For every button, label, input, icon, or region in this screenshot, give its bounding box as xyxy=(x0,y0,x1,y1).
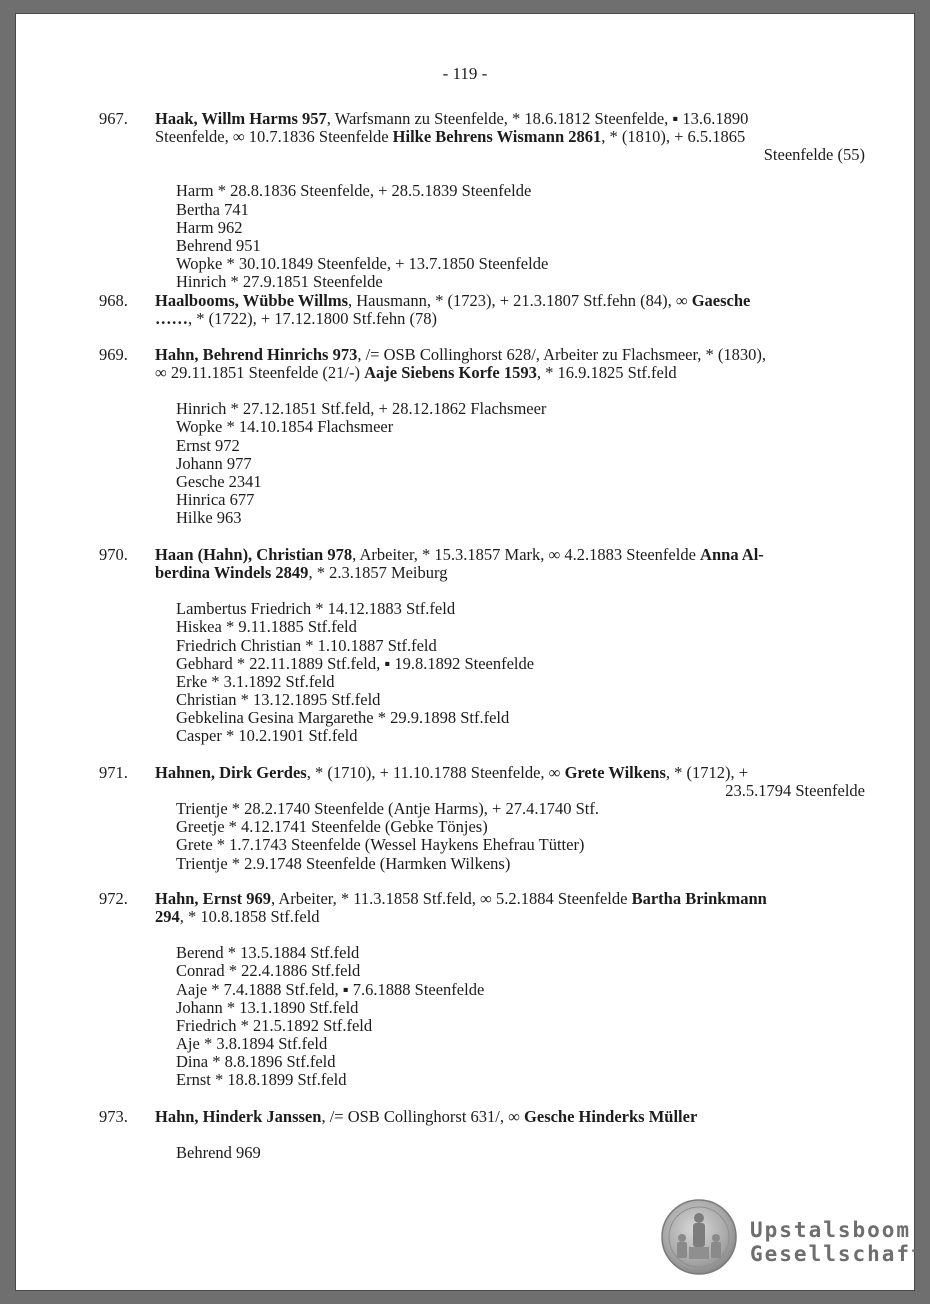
entry-text: , /= OSB Collinghorst 631/, ∞ xyxy=(321,1107,525,1126)
person-name: berdina Windels 2849 xyxy=(155,563,309,583)
entry-heading-line xyxy=(155,890,865,908)
child-entry: Bertha 741 xyxy=(176,199,249,219)
child-entry: Trientje * 28.2.1740 Steenfelde (Antje Harms), + 27.4.1740 Stf. xyxy=(176,799,599,819)
child-entry: Aaje * 7.4.1888 Stf.feld, ▪ 7.6.1888 Steenfelde xyxy=(176,979,485,999)
child-entry: Johann 977 xyxy=(176,453,252,473)
child-entry: Christian * 13.12.1895 Stf.feld xyxy=(176,689,381,709)
entry-text: , /= OSB Collinghorst 628/, Arbeiter zu Flachsmeer, * (1830), xyxy=(357,345,767,364)
person-name: Grete Wilkens xyxy=(564,763,666,782)
child-entry: Gebhard * 22.11.1889 Stf.feld, ▪ 19.8.1892 Steenfelde xyxy=(176,653,535,673)
person-name: Hahn, Behrend Hinrichs 973 xyxy=(155,345,358,364)
child-entry: Friedrich Christian * 1.10.1887 Stf.feld xyxy=(176,635,437,655)
entry-text: , Arbeiter, * 11.3.1858 Stf.feld, ∞ 5.2.1884 Steenfelde xyxy=(270,889,632,908)
child-entry: Hinrich * 27.12.1851 Stf.feld, + 28.12.1862 Flachsmeer xyxy=(176,399,547,419)
person-name: Hahn, Hinderk Janssen xyxy=(155,1107,322,1126)
entry-heading-line xyxy=(155,782,865,800)
child-entry: Gesche 2341 xyxy=(176,471,262,491)
child-entry: Gebkelina Gesina Margarethe * 29.9.1898 Stf.feld xyxy=(176,707,510,727)
entry-number: 971. xyxy=(99,763,128,782)
entry-number: 968. xyxy=(99,291,128,310)
person-name: Hahnen, Dirk Gerdes xyxy=(155,763,307,782)
child-entry: Hilke 963 xyxy=(176,507,242,527)
entry-text: , * 10.8.1858 Stf.feld xyxy=(179,907,320,927)
child-entry: Lambertus Friedrich * 14.12.1883 Stf.feld xyxy=(176,599,456,619)
person-name: Bartha Brinkmann xyxy=(631,889,767,908)
child-entry: Berend * 13.5.1884 Stf.feld xyxy=(176,943,360,963)
seal-icon xyxy=(660,1198,738,1276)
person-name: …… xyxy=(155,309,188,329)
child-entry: Friedrich * 21.5.1892 Stf.feld xyxy=(176,1015,373,1035)
person-name: Gesche Hinderks Müller xyxy=(524,1107,698,1126)
person-name: 294 xyxy=(155,907,180,927)
document-page xyxy=(16,14,914,1290)
person-name: Anna Al- xyxy=(700,545,764,564)
entry-text: , * (1712), + xyxy=(665,763,749,782)
page-number: - 119 - xyxy=(442,64,488,83)
entry-text: , Warfsmann zu Steenfelde, * 18.6.1812 Steenfelde, ▪ 13.6.1890 xyxy=(326,109,749,128)
child-entry: Wopke * 14.10.1854 Flachsmeer xyxy=(176,417,394,437)
entry-number: 973. xyxy=(99,1107,128,1126)
society-name-line2: Gesellschaft xyxy=(750,1242,926,1266)
entry-text: , * (1810), + 6.5.1865 xyxy=(601,127,746,147)
entry-number: 972. xyxy=(99,889,128,908)
entry-heading-line xyxy=(155,128,865,146)
child-entry: Hiskea * 9.11.1885 Stf.feld xyxy=(176,617,357,637)
person-name: Aaje Siebens Korfe 1593 xyxy=(364,363,537,383)
entry-text: , Hausmann, * (1723), + 21.3.1807 Stf.fehn (84), ∞ xyxy=(348,291,692,310)
entry-number: 967. xyxy=(99,109,128,128)
entry-text: , * (1722), + 17.12.1800 Stf.fehn (78) xyxy=(188,309,437,329)
child-entry: Johann * 13.1.1890 Stf.feld xyxy=(176,997,359,1017)
child-entry: Trientje * 2.9.1748 Steenfelde (Harmken Wilkens) xyxy=(176,853,511,873)
entry-heading-line xyxy=(155,364,865,382)
entry-number: 969. xyxy=(99,345,128,364)
entry-heading-line xyxy=(155,146,865,164)
entry-heading-line xyxy=(155,346,865,364)
child-entry: Conrad * 22.4.1886 Stf.feld xyxy=(176,961,361,981)
person-name: Haan (Hahn), Christian 978 xyxy=(155,545,353,564)
entry-heading-line xyxy=(155,310,865,328)
entry-text: , Arbeiter, * 15.3.1857 Mark, ∞ 4.2.1883 Steenfelde xyxy=(352,545,701,564)
society-name-line1: Upstalsboom xyxy=(750,1218,912,1242)
entry-heading-line xyxy=(155,1108,865,1126)
person-name: Gaesche xyxy=(691,291,751,310)
entry-text: Steenfelde (55) xyxy=(763,145,865,165)
society-logo xyxy=(660,1198,926,1278)
child-entry: Ernst 972 xyxy=(176,435,240,455)
child-entry: Hinrica 677 xyxy=(176,489,255,509)
child-entry: Behrend 951 xyxy=(176,235,261,255)
person-name: Haalbooms, Wübbe Willms xyxy=(155,291,349,310)
child-entry: Wopke * 30.10.1849 Steenfelde, + 13.7.1850 Steenfelde xyxy=(176,253,549,273)
person-name: Haak, Willm Harms 957 xyxy=(155,109,327,128)
child-entry: Erke * 3.1.1892 Stf.feld xyxy=(176,671,335,691)
entry-heading-line xyxy=(155,110,865,128)
child-entry: Behrend 969 xyxy=(176,1143,261,1163)
child-entry: Harm 962 xyxy=(176,217,243,237)
child-entry: Harm * 28.8.1836 Steenfelde, + 28.5.1839 Steenfelde xyxy=(176,181,532,201)
person-name: Hilke Behrens Wismann 2861 xyxy=(392,127,602,147)
entry-heading-line xyxy=(155,564,865,582)
entry-heading-line xyxy=(155,908,865,926)
child-entry: Dina * 8.8.1896 Stf.feld xyxy=(176,1051,336,1071)
entry-text: Steenfelde, ∞ 10.7.1836 Steenfelde xyxy=(155,127,393,147)
child-entry: Hinrich * 27.9.1851 Steenfelde xyxy=(176,271,383,291)
entry-heading-line xyxy=(155,292,865,310)
child-entry: Aje * 3.8.1894 Stf.feld xyxy=(176,1033,328,1053)
entry-heading-line xyxy=(155,546,865,564)
entry-text: ∞ 29.11.1851 Steenfelde (21/-) xyxy=(155,363,365,383)
child-entry: Greetje * 4.12.1741 Steenfelde (Gebke Tönjes) xyxy=(176,817,488,837)
entry-text: , * 16.9.1825 Stf.feld xyxy=(536,363,677,383)
child-entry: Grete * 1.7.1743 Steenfelde (Wessel Haykens Ehefrau Tütter) xyxy=(176,835,585,855)
entry-text: , * 2.3.1857 Meiburg xyxy=(308,563,448,583)
person-name: Hahn, Ernst 969 xyxy=(155,889,271,908)
child-entry: Casper * 10.2.1901 Stf.feld xyxy=(176,726,358,745)
child-entry: Ernst * 18.8.1899 Stf.feld xyxy=(176,1070,347,1089)
entry-text: 23.5.1794 Steenfelde xyxy=(725,781,865,801)
entry-number: 970. xyxy=(99,545,128,564)
entry-text: , * (1710), + 11.10.1788 Steenfelde, ∞ xyxy=(306,763,565,782)
entry-heading-line xyxy=(155,764,865,782)
